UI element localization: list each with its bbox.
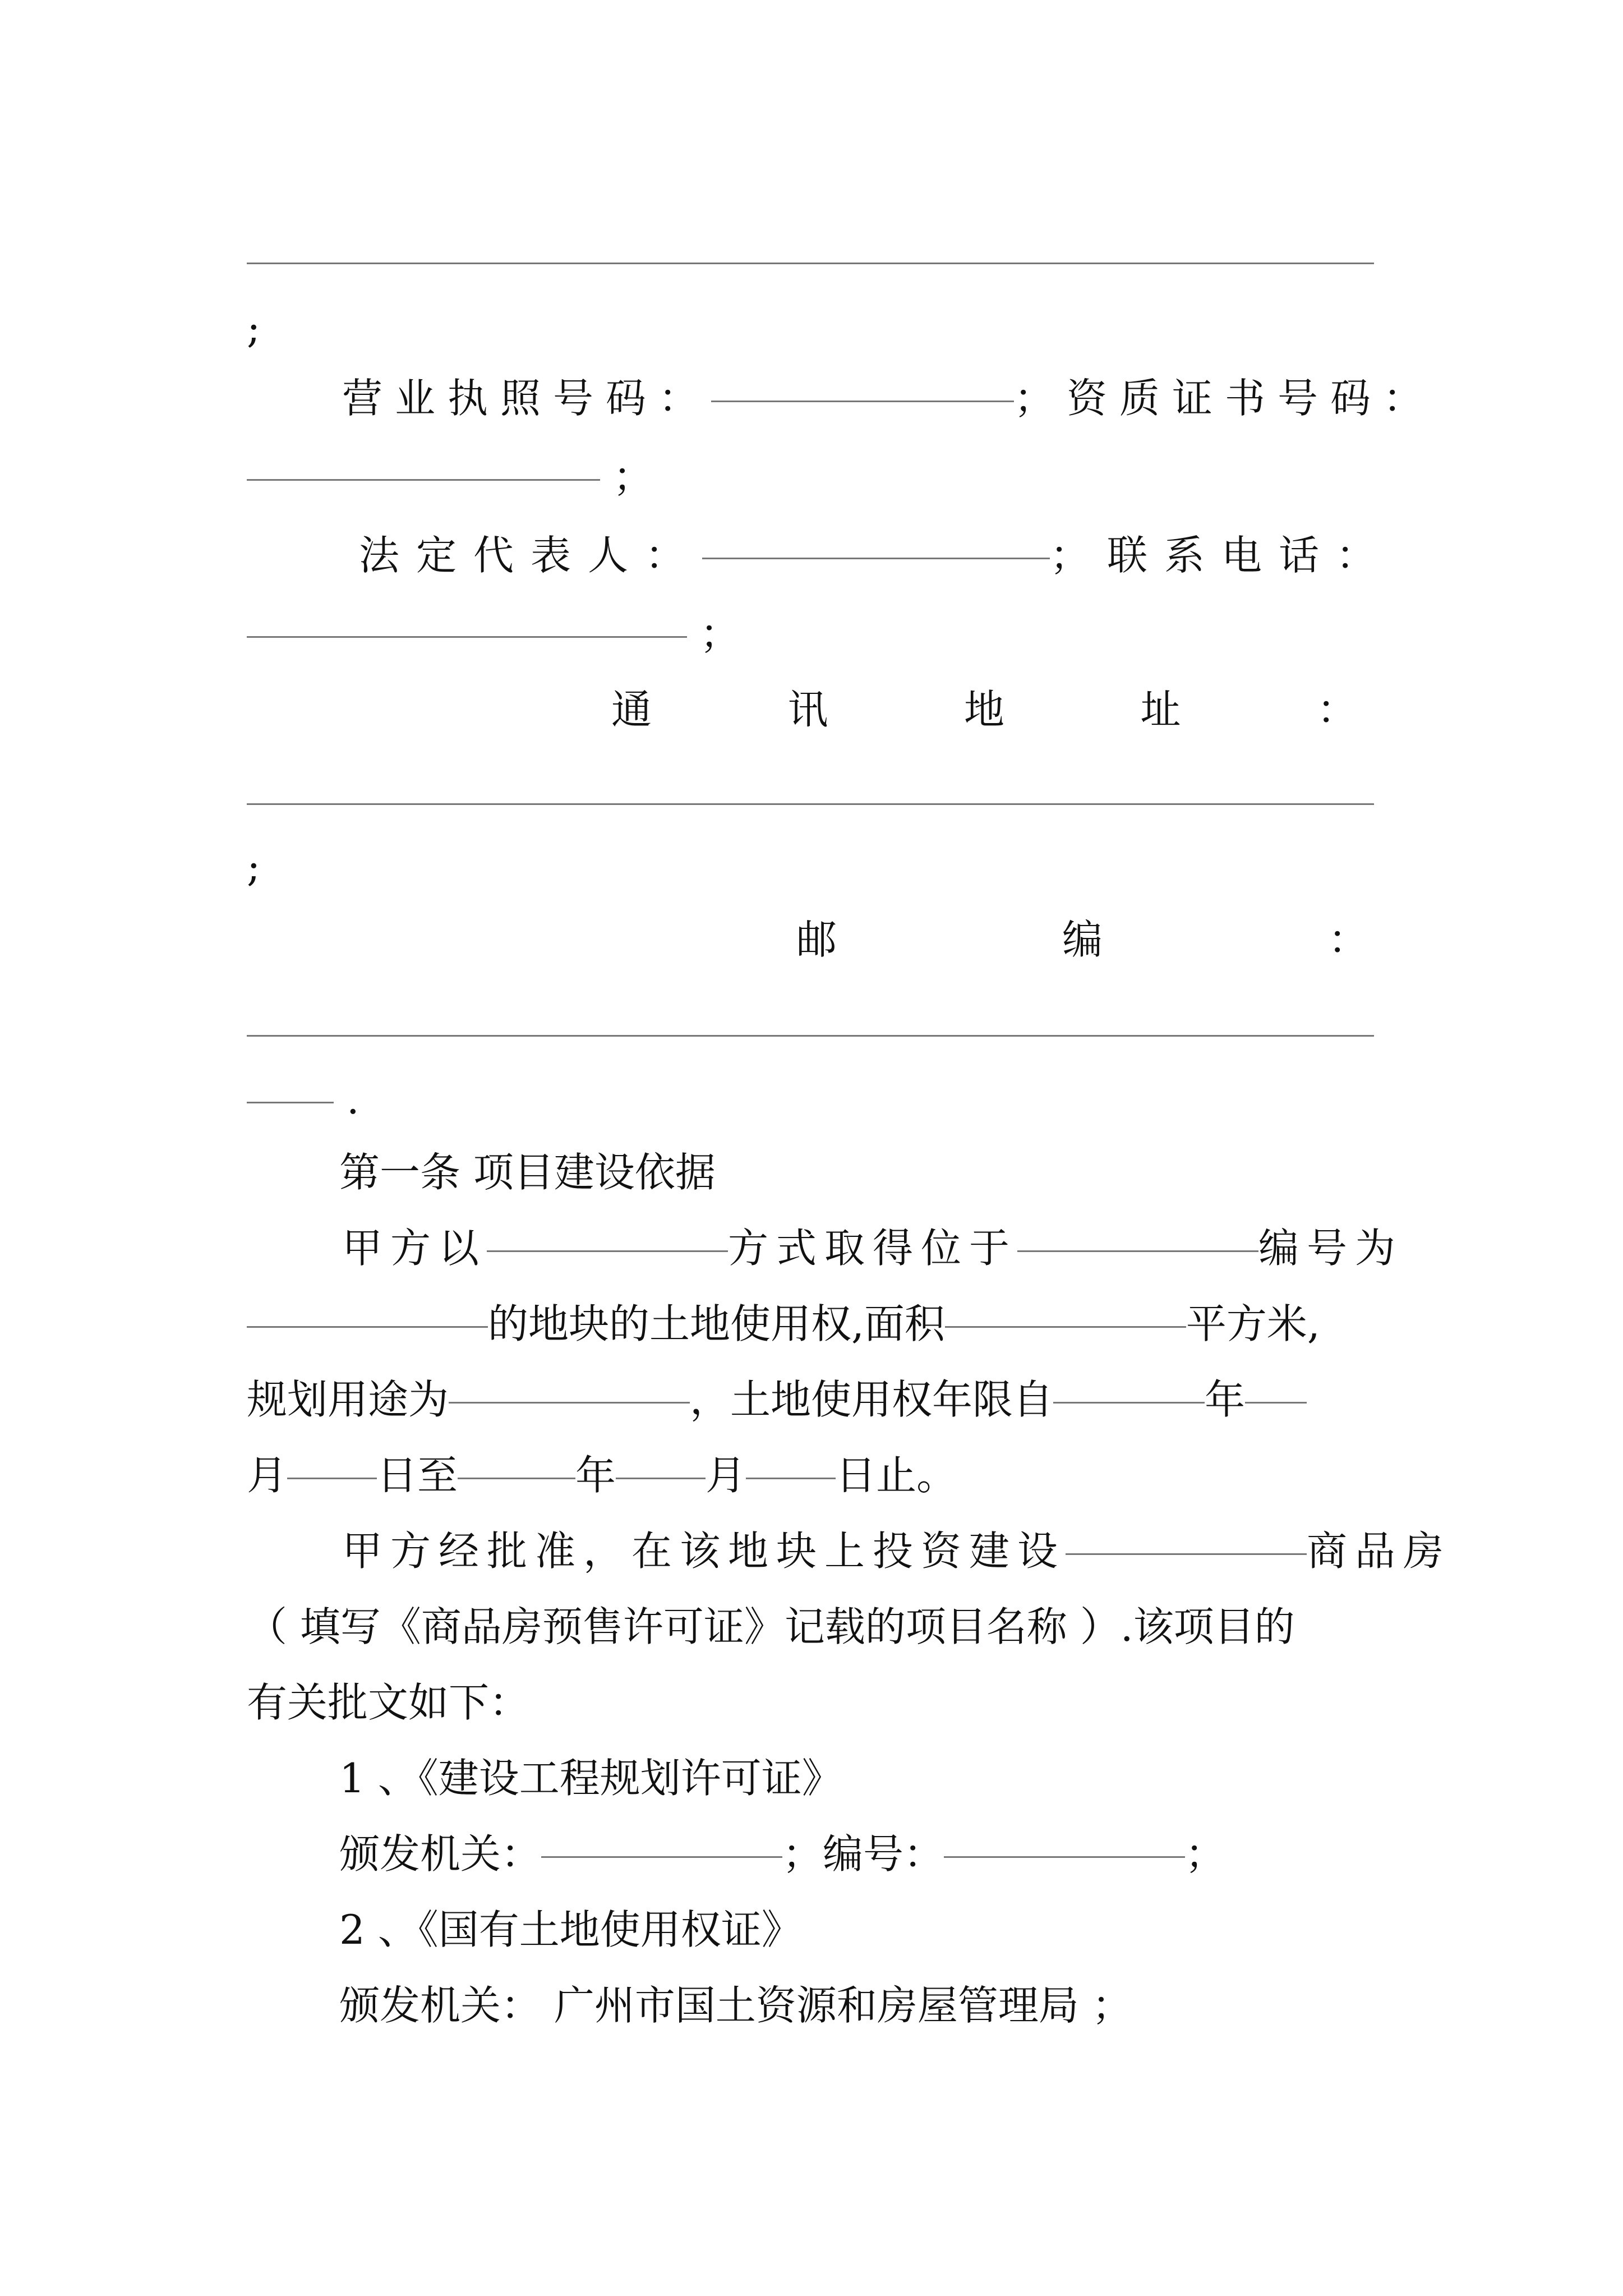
phone-label: 联系电话： — [1107, 532, 1394, 579]
article-1-p2-line1 — [342, 1517, 1486, 1585]
p1-part9: 月 — [247, 1452, 288, 1499]
qualification-label: 资质证书号码： — [1067, 375, 1436, 422]
license-label: 营业执照号码： — [342, 375, 712, 422]
license-sep: ； — [1014, 375, 1067, 422]
article-1-p1-line4 — [247, 1442, 1391, 1509]
start-day-blank[interactable] — [287, 1477, 377, 1479]
start-year-blank[interactable] — [1053, 1401, 1205, 1404]
acquire-method-blank[interactable] — [487, 1250, 728, 1252]
phone-blank[interactable] — [247, 636, 687, 638]
item-1-issuer — [339, 1820, 1483, 1888]
article-1-p2-line3 — [247, 1669, 1391, 1736]
line-semicolon-1 — [247, 295, 1391, 362]
p1-part3: 编号为 — [1258, 1225, 1404, 1272]
line-license — [342, 365, 1486, 432]
plot-number-blank[interactable] — [247, 1326, 488, 1328]
address-char-1: 通 — [611, 686, 652, 733]
item-2-issuer-value: 广州市国土资源和房屋管理局 — [554, 1982, 1079, 2029]
p1-part4: 的地块的土地使用权,面积 — [488, 1300, 945, 1347]
p2-part1: 甲方经批准，在该地块上投资建设 — [342, 1527, 1066, 1575]
location-blank[interactable] — [1017, 1250, 1258, 1252]
address-char-4: 址 — [1140, 686, 1181, 733]
item-1-sep: ；编号： — [782, 1830, 944, 1878]
item-1-end: ； — [1185, 1830, 1226, 1878]
p1-part11: 年 — [575, 1452, 616, 1499]
item-1-issuer-blank[interactable] — [541, 1856, 782, 1858]
line-qualification-blank — [247, 443, 1391, 510]
usage-blank[interactable] — [449, 1401, 690, 1404]
legal-rep-blank[interactable] — [702, 557, 1050, 559]
item-2-issuer — [339, 1972, 1483, 2039]
period: . — [346, 1076, 359, 1123]
license-blank[interactable] — [711, 400, 1014, 402]
article-1-p1-line2 — [247, 1290, 1391, 1358]
article-1-heading-text: 第一条 项目建设依据 — [339, 1149, 716, 1196]
line-postcode — [796, 906, 1391, 973]
p1-part10: 日至 — [377, 1452, 458, 1499]
semicolon-2: ； — [612, 453, 653, 500]
legal-rep-label: 法定代表人： — [359, 532, 703, 579]
article-1-p1-line1 — [342, 1214, 1486, 1282]
item-1-number-blank[interactable] — [944, 1856, 1185, 1858]
blank-line-top — [247, 263, 1374, 264]
p1-part5: 平方米, — [1186, 1300, 1320, 1347]
item-2-title — [339, 1896, 1483, 1963]
end-day-blank[interactable] — [746, 1477, 836, 1479]
item-2-issuer-label: 颁发机关： — [339, 1982, 542, 2029]
end-month-blank[interactable] — [616, 1477, 706, 1479]
item-1-title-text: 1 、《建设工程规划许可证》 — [339, 1755, 842, 1802]
p2-line3: 有关批文如下： — [247, 1679, 530, 1726]
p1-part12: 月 — [706, 1452, 746, 1499]
semicolon-1: ; — [247, 305, 261, 352]
phone-sep: ； — [1050, 532, 1108, 579]
p2-part2: 商品房 — [1307, 1527, 1452, 1575]
postcode-char-2: 编 — [1062, 916, 1103, 963]
item-1-issuer-label: 颁发机关： — [339, 1830, 542, 1878]
p1-part6: 规划用途为 — [247, 1376, 449, 1423]
article-1-heading — [339, 1139, 1483, 1206]
address-blank[interactable] — [247, 803, 1374, 805]
line-address — [611, 676, 1391, 743]
p2-line2: （ 填写《商品房预售许可证》记载的项目名称 ）.该项目的 — [247, 1603, 1295, 1650]
semicolon-3: ； — [699, 610, 740, 657]
qualification-blank[interactable] — [247, 478, 600, 481]
postcode-blank[interactable] — [247, 1035, 1374, 1037]
p1-part2: 方式取得位于 — [728, 1225, 1018, 1272]
start-month-blank[interactable] — [1245, 1401, 1307, 1404]
address-char-3: 地 — [963, 686, 1004, 733]
article-1-p2-line2 — [247, 1593, 1391, 1660]
end-year-blank[interactable] — [458, 1477, 575, 1479]
p1-part8: 年 — [1205, 1376, 1246, 1423]
p1-part13: 日止。 — [836, 1452, 957, 1499]
line-legal-rep — [359, 522, 1503, 589]
line-period — [247, 1066, 1391, 1133]
address-colon: ： — [1316, 686, 1357, 733]
item-1-title — [339, 1745, 1483, 1812]
postcode-char-1: 邮 — [796, 916, 837, 963]
p1-part7: ，土地使用权年限自 — [690, 1376, 1054, 1423]
item-2-title-text: 2 、《国有土地使用权证》 — [339, 1906, 802, 1953]
line-semicolon-4 — [247, 833, 1391, 900]
semicolon-4: ; — [247, 843, 261, 890]
p1-part1: 甲方以 — [342, 1225, 487, 1272]
postcode-colon: ： — [1327, 916, 1368, 963]
postcode-blank-tail[interactable] — [247, 1101, 334, 1103]
line-phone-blank — [247, 600, 1391, 668]
area-blank[interactable] — [945, 1326, 1186, 1328]
item-2-end: ； — [1091, 1982, 1132, 2029]
article-1-p1-line3 — [247, 1366, 1391, 1433]
address-char-2: 讯 — [787, 686, 828, 733]
project-blank[interactable] — [1066, 1553, 1307, 1555]
